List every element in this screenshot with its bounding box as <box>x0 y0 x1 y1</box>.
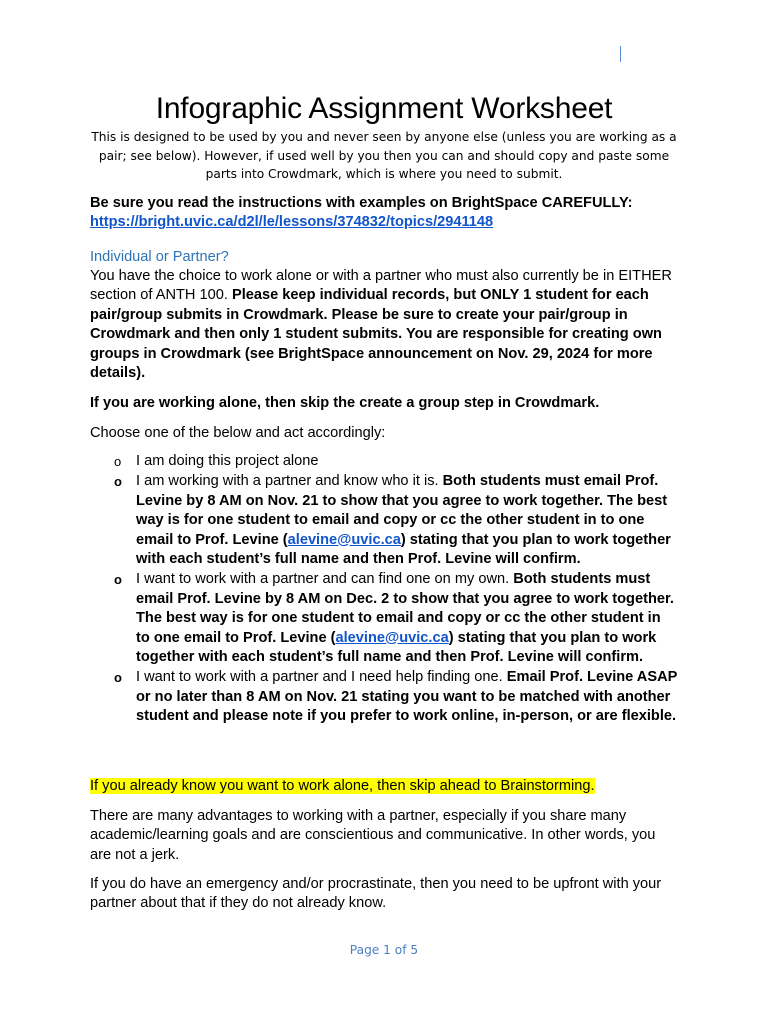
text-cursor <box>620 46 621 62</box>
option-need-help <box>90 668 678 727</box>
section-heading: Individual or Partner? <box>90 249 229 265</box>
partner-paragraph-normal: You have the choice to work alone or with a partner who must also currently be in EITHER section of ANTH 100. <box>90 268 672 304</box>
instructions-text: Be sure you read the instructions with examples on BrightSpace CAREFULLY: <box>90 195 633 211</box>
alone-note: If you are working alone, then skip the create a group step in Crowdmark. <box>90 395 600 411</box>
option-bold-text-after: ) stating that you plan to work together with each student’s full name and then Prof. Levine will confirm. <box>136 531 671 568</box>
option-bold-text: Email Prof. Levine ASAP or no later than 8 AM on Nov. 21 stating you want to be matched with another student and please note if you prefer to work online, in-person, or are flexible. <box>136 668 678 725</box>
page-footer: Page 1 of 5 <box>349 943 419 957</box>
option-text: I want to work with a partner and can find one on my own. <box>136 570 510 587</box>
instructions-paragraph <box>90 194 678 233</box>
options-list <box>90 452 678 727</box>
option-text: I am working with a partner and know who it is. <box>136 473 439 489</box>
choose-text: Choose one of the below and act accordingly: <box>90 425 386 441</box>
advantages-paragraph: There are many advantages to working with a partner, especially if you share many academic/learning goals and are conscientious and communicative. In other words, you are not a jerk. <box>90 808 656 863</box>
brightspace-link[interactable]: https://bright.uvic.ca/d2l/le/lessons/374832/topics/2941148 <box>90 214 494 231</box>
bullet-icon: o <box>114 669 122 685</box>
partner-paragraph-bold: Please keep individual records, but ONLY 1 student for each pair/group submits in Crowdmark. Please be sure to create your pair/group in Crowdmark and then only 1 student submits. You are responsible for creating own groups in Crowdmark (see BrightSpace announcement on Nov. 29, 2024 for more details). <box>90 287 662 382</box>
email-link[interactable]: alevine@uvic.ca <box>335 629 449 646</box>
bullet-icon: o <box>114 474 122 489</box>
document-title: Infographic Assignment Worksheet <box>155 92 613 125</box>
partner-paragraph <box>90 267 678 383</box>
emergency-paragraph: If you do have an emergency and/or procrastinate, then you need to be upfront with your partner about that if they do not already know. <box>90 876 662 912</box>
option-text: I am doing this project alone <box>136 453 319 469</box>
option-text: I want to work with a partner and I need help finding one. <box>136 668 503 685</box>
intro-paragraph: This is designed to be used by you and never seen by anyone else (unless you are working as a pair; see below). However, if used well by you then you can and should copy and paste some parts into Crowdmark, which is where you need to submit. <box>91 130 677 181</box>
option-bold-text: Both students must email Prof. Levine by 8 AM on Dec. 2 to show that you agree to work together. The best way is for one student to email and copy or cc the other student in to one email to Prof. Levine ( <box>136 570 674 646</box>
option-bold-text: Both students must email Prof. Levine by 8 AM on Nov. 21 to show that you agree to work together. The best way is for one student to email and copy or cc the other student in to one email to Prof. Levine ( <box>136 473 668 548</box>
highlight-paragraph <box>90 777 678 796</box>
option-known-partner <box>90 472 678 570</box>
bullet-icon: o <box>114 571 122 587</box>
email-link[interactable]: alevine@uvic.ca <box>287 531 401 548</box>
option-find-partner <box>90 570 678 668</box>
bullet-icon: o <box>114 454 122 469</box>
option-bold-text-after: ) stating that you plan to work together with each student’s full name and then Prof. Levine will confirm. <box>136 629 657 666</box>
option-alone <box>90 452 678 472</box>
highlighted-note: If you already know you want to work alone, then skip ahead to Brainstorming. <box>90 778 595 794</box>
